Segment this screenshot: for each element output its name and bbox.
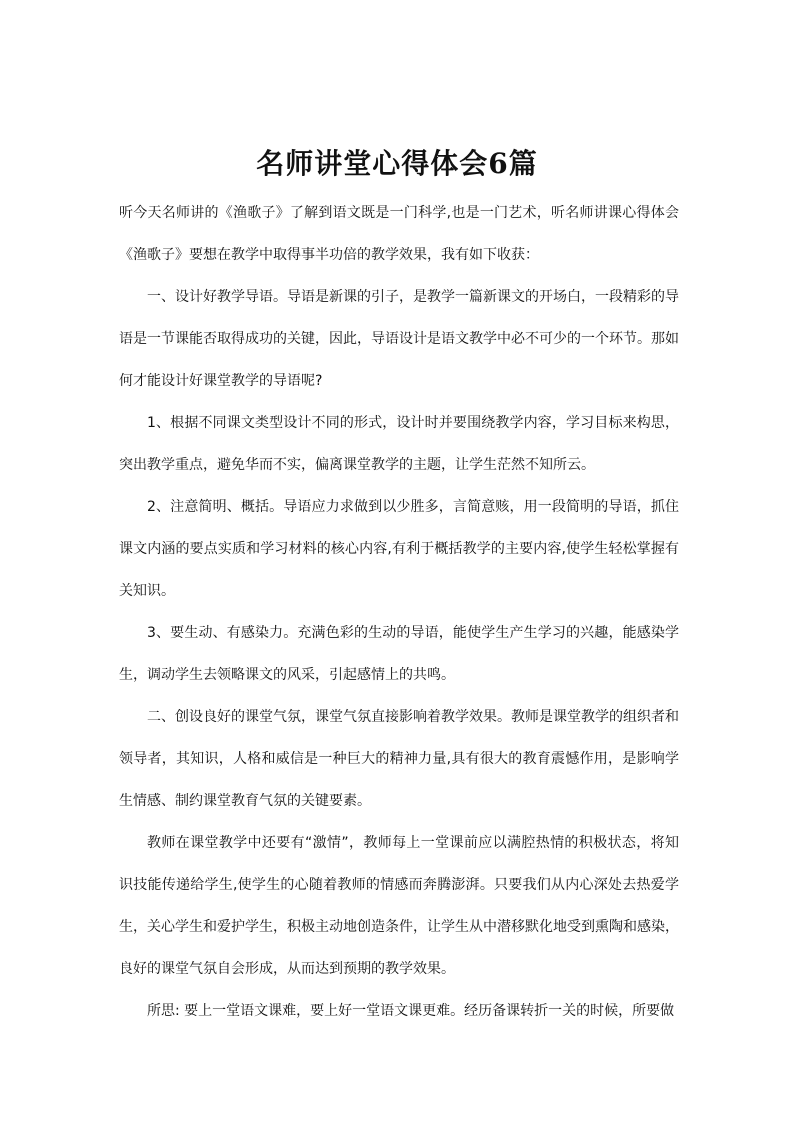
point-three-paragraph: 3、要生动、有感染力。充满色彩的生动的导语，能使学生产生学习的兴趣，能感染学生，调动学生去领略课文的风采，引起感情上的共鸣。	[119, 625, 679, 683]
intro-paragraph: 听今天名师讲的《渔歌子》了解到语文既是一门科学,也是一门艺术，听名师讲课心得体会《渔歌子》要想在教学中取得事半功倍的教学效果，我有如下收获：	[119, 205, 679, 263]
document-title: 名师讲堂心得体会6篇	[256, 146, 538, 180]
section-two-paragraph: 二、创设良好的课堂气氛，课堂气氛直接影响着教学效果。教师是课堂教学的组织者和领导者，其知识，人格和威信是一种巨大的精神力量,具有很大的教育震憾作用，是影响学生情感、制约课堂教育气氛的关键要素。	[119, 709, 679, 809]
point-one-paragraph: 1、根据不同课文类型设计不同的形式，设计时并要围绕教学内容，学习目标来构思，突出教学重点，避免华而不实，偏离课堂教学的主题，让学生茫然不知所云。	[119, 415, 679, 473]
reflection-paragraph: 所思: 要上一堂语文课难，要上好一堂语文课更难。经历备课转折一关的时候，所要做	[147, 1003, 675, 1019]
point-two-paragraph: 2、注意简明、概括。导语应力求做到以少胜多，言简意赅，用一段简明的导语，抓住课文内涵的要点实质和学习材料的核心内容,有利于概括教学的主要内容,使学生轻松掌握有关知识。	[119, 499, 679, 599]
section-one-paragraph: 一、设计好教学导语。导语是新课的引子，是教学一篇新课文的开场白，一段精彩的导语是一节课能否取得成功的关键，因此，导语设计是语文教学中必不可少的一个环节。那如何才能设计好课堂教学的导语呢?	[119, 289, 679, 389]
document-body	[119, 192, 679, 1032]
teacher-passion-paragraph: 教师在课堂教学中还要有“激情”，教师每上一堂课前应以满腔热情的积极状态，将知识技能传递给学生,使学生的心随着教师的情感而奔腾澎湃。只要我们从内心深处去热爱学生，关心学生和爱护学生，积极主动地创造条件，让学生从中潜移默化地受到熏陶和感染，良好的课堂气氛自会形成，从而达到预期的教学效果。	[119, 835, 679, 977]
